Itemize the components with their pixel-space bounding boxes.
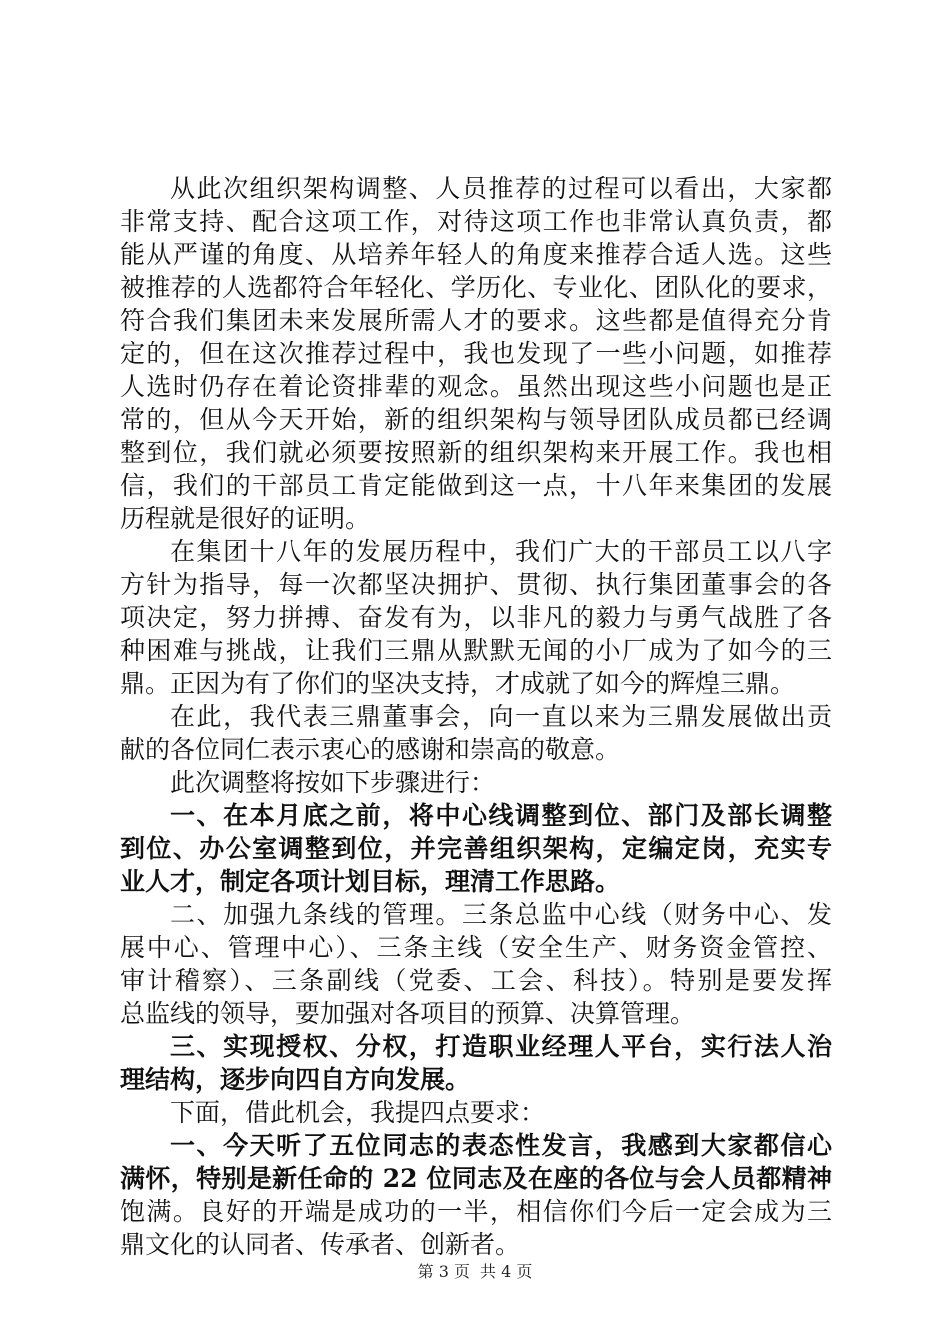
text-line: 总监线的领导，要加强对各项目的预算、决算管理。 [120,999,696,1028]
text-line: 下面，借此机会，我提四点要求： [170,1098,546,1127]
text-line: 满怀，特别是新任命的 22 位同志及在座的各位与会人员都精神 [120,1164,832,1193]
text-line: 在此，我代表三鼎董事会，向一直以来为三鼎发展做出贡 [170,702,832,731]
text-line: 从此次组织架构调整、人员推荐的过程可以看出，大家都 [170,174,832,203]
text-line: 二、加强九条线的管理。三条总监中心线（财务中心、发 [170,900,832,929]
text-line: 到位、办公室调整到位，并完善组织架构，定编定岗，充实专 [120,834,832,863]
text-line: 方针为指导，每一次都坚决拥护、贯彻、执行集团董事会的各 [120,570,832,599]
text-line: 人选时仍存在着论资排辈的观念。虽然出现这些小问题也是正 [120,372,832,401]
text-line: 鼎。正因为有了你们的坚决支持，才成就了如今的辉煌三鼎。 [120,669,796,698]
text-line: 信，我们的干部员工肯定能做到这一点，十八年来集团的发展 [120,471,832,500]
page-footer [0,1262,950,1282]
text-line: 业人才，制定各项计划目标，理清工作思路。 [120,867,621,896]
text-line: 饱满。良好的开端是成功的一半，相信你们今后一定会成为三 [120,1197,832,1226]
page-total: 共 4 页 [480,1262,533,1281]
text-line: 献的各位同仁表示衷心的感谢和崇高的敬意。 [120,735,621,764]
text-line: 种困难与挑战，让我们三鼎从默默无闻的小厂成为了如今的三 [120,636,832,665]
text-line: 鼎文化的认同者、传承者、创新者。 [120,1230,521,1259]
text-line: 被推荐的人选都符合年轻化、学历化、专业化、团队化的要求， [120,273,832,302]
text-line: 符合我们集团未来发展所需人才的要求。这些都是值得充分肯 [120,306,832,335]
text-line: 在集团十八年的发展历程中，我们广大的干部员工以八字 [170,537,832,566]
text-line: 三、实现授权、分权，打造职业经理人平台，实行法人治 [170,1032,832,1061]
text-line: 常的，但从今天开始，新的组织架构与领导团队成员都已经调 [120,405,832,434]
text-line: 审计稽察）、三条副线（党委、工会、科技）。特别是要发挥 [120,966,832,995]
text-line: 能从严谨的角度、从培养年轻人的角度来推荐合适人选。这些 [120,240,832,269]
text-line: 一、在本月底之前，将中心线调整到位、部门及部长调整 [170,801,832,830]
text-line: 历程就是很好的证明。 [120,504,371,533]
text-line: 整到位，我们就必须要按照新的组织架构来开展工作。我也相 [120,438,832,467]
text-line: 理结构，逐步向四自方向发展。 [120,1065,471,1094]
document-body [120,172,832,1261]
text-line: 一、今天听了五位同志的表态性发言，我感到大家都信心 [170,1131,832,1160]
page-number: 第 3 页 [417,1262,470,1281]
text-line: 非常支持、配合这项工作，对待这项工作也非常认真负责，都 [120,207,832,236]
text-line: 此次调整将按如下步骤进行： [170,768,496,797]
text-line: 项决定，努力拼搏、奋发有为，以非凡的毅力与勇气战胜了各 [120,603,832,632]
text-line: 定的，但在这次推荐过程中，我也发现了一些小问题，如推荐 [120,339,832,368]
text-line: 展中心、管理中心）、三条主线（安全生产、财务资金管控、 [120,933,832,962]
